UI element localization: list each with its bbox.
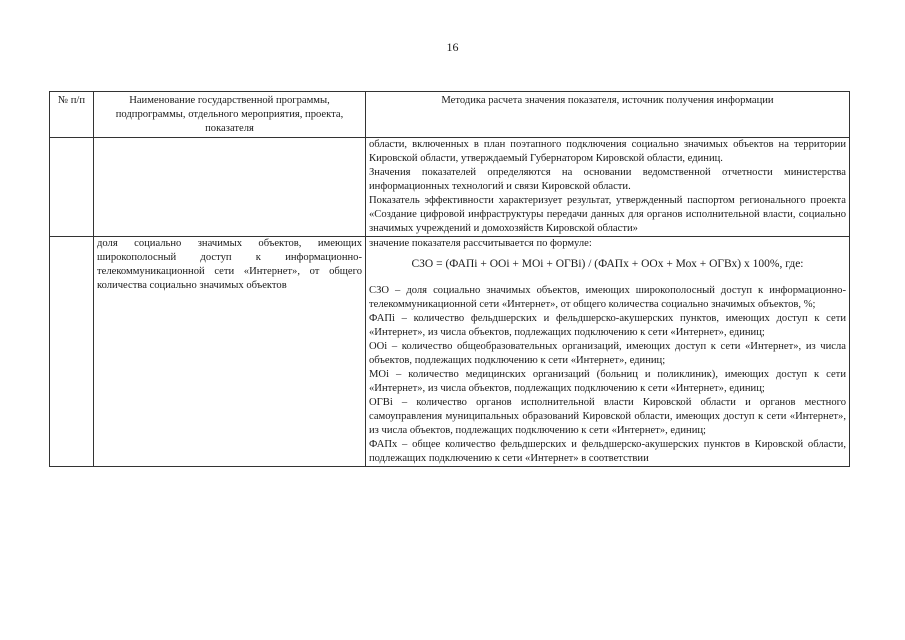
definition: ФАПi – количество фельдшерских и фельдшерско-акушерских пунктов, имеющих доступ к сети «Интернет», из числа объектов, подлежащих подключению к сети «Интернет», единиц; — [369, 313, 846, 338]
definition: СЗО – доля социально значимых объектов, имеющих широкополосный доступ к информационно-телекоммуникационной сети «Интернет», от общего количества социально значимых объектов, %; — [369, 285, 846, 310]
formula-intro: значение показателя рассчитывается по формуле: — [369, 238, 592, 249]
row1-method-cell — [366, 138, 850, 237]
row1-num-cell — [50, 138, 94, 237]
row2-num-cell — [50, 237, 94, 467]
row1-name-cell — [94, 138, 366, 237]
methodology-table — [49, 91, 850, 467]
header-method: Методика расчета значения показателя, источник получения информации — [366, 92, 850, 138]
table-row — [50, 138, 850, 237]
row1-paragraph: области, включенных в план поэтапного подключения социально значимых объектов на территории Кировской области, утверждаемый Губернатором Кировской области, единиц. — [369, 139, 846, 164]
definition: ФАПх – общее количество фельдшерских и фельдшерско-акушерских пунктов в Кировской области, подлежащих подключению к сети «Интернет» в соответствии — [369, 439, 846, 464]
page-number: 16 — [446, 40, 459, 54]
row1-paragraph: Значения показателей определяются на основании ведомственной отчетности министерства информационных технологий и связи Кировской области. — [369, 167, 846, 192]
definition: МОi – количество медицинских организаций (больниц и поликлиник), имеющих доступ к сети «Интернет», из числа объектов, подлежащих подключению к сети «Интернет», единиц; — [369, 369, 846, 394]
row2-name-cell: доля социально значимых объектов, имеющих широкополосный доступ к информационно-телекоммуникационной сети «Интернет», от общего количества социально значимых объектов — [94, 237, 366, 467]
formula: СЗО = (ФАПi + ООi + МОi + ОГВi) / (ФАПх + ООх + Мох + ОГВх) х 100%, где: — [411, 258, 804, 270]
row2-method-cell — [366, 237, 850, 467]
header-num: № п/п — [50, 92, 94, 138]
table-header-row — [50, 92, 850, 138]
definition: ООi – количество общеобразовательных организаций, имеющих доступ к сети «Интернет», из числа объектов, подлежащих подключению к сети «Интернет», единиц; — [369, 341, 846, 366]
row1-paragraph: Показатель эффективности характеризует результат, утвержденный паспортом регионального проекта «Создание цифровой инфраструктуры передачи данных для органов исполнительной власти, социально значимых учреждений и домохозяйств Кировской области» — [369, 195, 846, 234]
header-name: Наименование государственной программы, подпрограммы, отдельного мероприятия, проекта, показателя — [94, 92, 366, 138]
definition: ОГВi – количество органов исполнительной власти Кировской области и органов местного самоуправления муниципальных образований Кировской области, имеющих доступ к сети «Интернет», из числа объектов, подлежащих подключению к сети «Интернет», единиц; — [369, 397, 846, 436]
table-row — [50, 237, 850, 467]
